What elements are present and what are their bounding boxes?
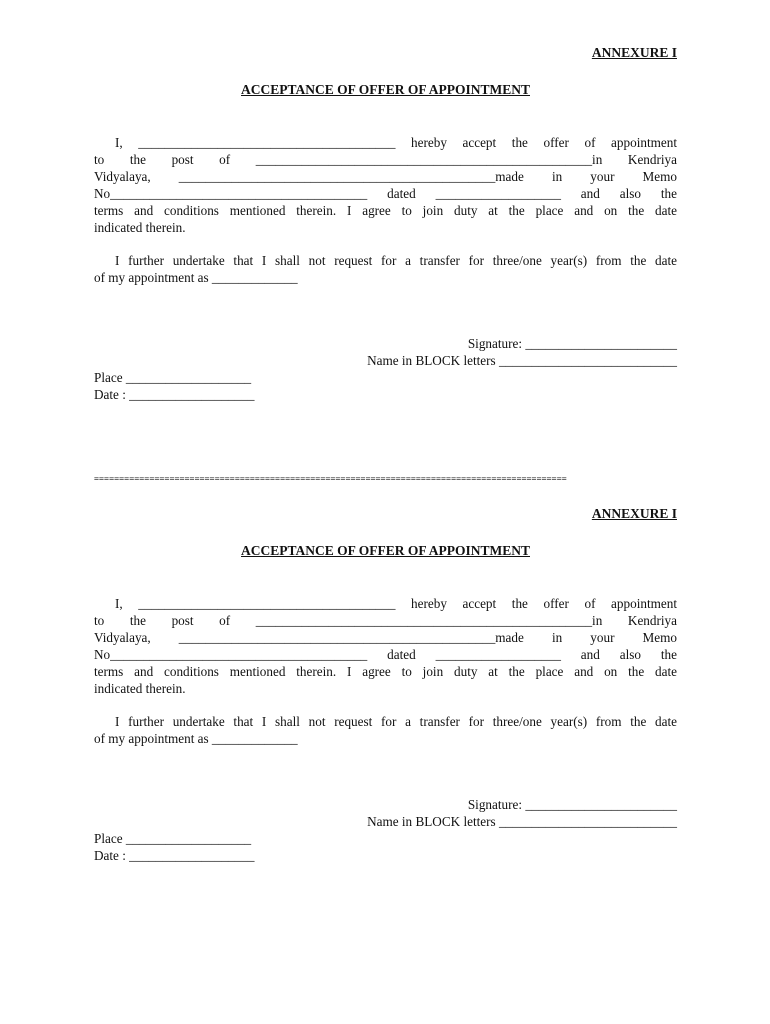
name-block-line: Name in BLOCK letters ___________________________: [367, 814, 677, 829]
undertaking-paragraph: [94, 713, 677, 747]
paragraph-line: I, _______________________________________ hereby accept the offer of appointment: [115, 135, 677, 150]
paragraph-line: I further undertake that I shall not request for a transfer for three/one year(s) from the date: [115, 253, 677, 268]
acceptance-paragraph: [94, 134, 677, 236]
date-line: Date : ___________________: [94, 848, 255, 863]
paragraph-line: I further undertake that I shall not request for a transfer for three/one year(s) from the date: [115, 714, 677, 729]
paragraph-line: No_______________________________________ dated ___________________ and also the: [94, 647, 677, 662]
paragraph-line: indicated therein.: [94, 681, 186, 696]
date-line: Date : ___________________: [94, 387, 255, 402]
paragraph-line: of my appointment as _____________: [94, 731, 298, 746]
annexure-label: ANNEXURE I: [591, 45, 677, 60]
name-block-line: Name in BLOCK letters ___________________________: [367, 353, 677, 368]
signature-line: Signature: _______________________: [467, 797, 677, 812]
paragraph-line: of my appointment as _____________: [94, 270, 298, 285]
paragraph-line: Vidyalaya, ________________________________________________made in your Memo: [94, 630, 677, 645]
place-line: Place ___________________: [94, 370, 252, 385]
undertaking-paragraph: [94, 252, 677, 286]
signature-line: Signature: _______________________: [467, 336, 677, 351]
place-line: Place ___________________: [94, 831, 252, 846]
paragraph-line: indicated therein.: [94, 220, 186, 235]
signature-block: [94, 796, 677, 864]
form-title: ACCEPTANCE OF OFFER OF APPOINTMENT: [241, 82, 530, 97]
paragraph-line: No_______________________________________ dated ___________________ and also the: [94, 186, 677, 201]
paragraph-line: to the post of ___________________________________________________in Kendriya: [94, 613, 677, 628]
paragraph-line: terms and conditions mentioned therein. I agree to join duty at the place and on the date: [94, 664, 677, 679]
form-title: ACCEPTANCE OF OFFER OF APPOINTMENT: [241, 543, 530, 558]
signature-block: [94, 335, 677, 403]
annexure-label: ANNEXURE I: [591, 506, 677, 521]
paragraph-line: terms and conditions mentioned therein. I agree to join duty at the place and on the date: [94, 203, 677, 218]
acceptance-form-1: [94, 44, 677, 403]
acceptance-paragraph: [94, 595, 677, 697]
acceptance-form-2: [94, 505, 677, 864]
paragraph-line: I, _______________________________________ hereby accept the offer of appointment: [115, 596, 677, 611]
paragraph-line: Vidyalaya, ________________________________________________made in your Memo: [94, 169, 677, 184]
paragraph-line: to the post of ___________________________________________________in Kendriya: [94, 152, 677, 167]
form-separator: ==============================================================================================: [94, 473, 567, 483]
